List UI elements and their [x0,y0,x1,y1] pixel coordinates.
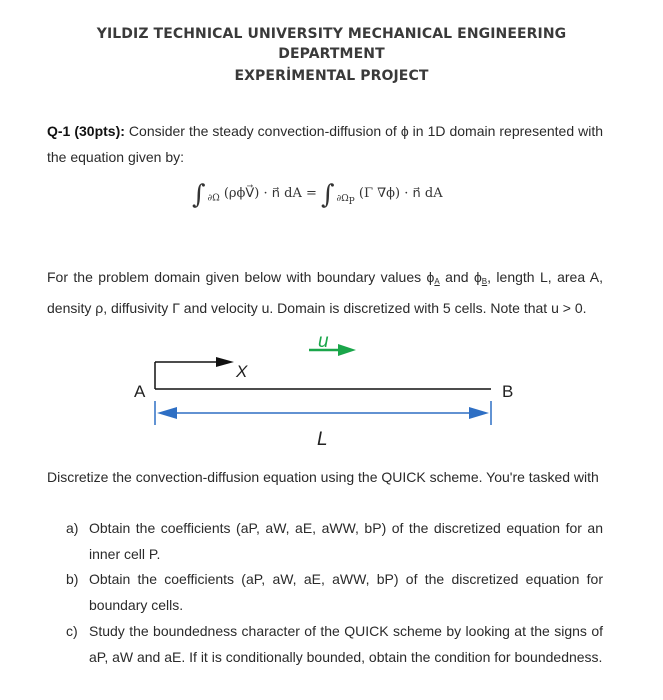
header-project: EXPERİMENTAL PROJECT [234,68,429,84]
item-label: c) [66,623,78,639]
x-axis-arrow-head [216,357,234,367]
rhs-domain: ∂ΩP [336,193,355,207]
equation-lhs: (ρϕV⃗) · n⃗ dA = [223,186,317,201]
task-intro: Discretize the convection-diffusion equation using the QUICK scheme. You're tasked with [47,469,599,485]
velocity-label: u [318,331,329,352]
coefficients: aP, aW, aE, aWW, bP [245,571,394,587]
header-university: YILDIZ TECHNICAL UNIVERSITY MECHANICAL ENGINEERING [96,26,567,42]
governing-equation [192,180,443,210]
question-text: Consider the steady convection-diffusion of ϕ in 1D domain represented with the equation given by: [47,123,603,165]
coefficients: aP, aW and aE [89,649,182,665]
length-label: L [317,429,328,450]
x-label: X [236,362,248,381]
equation-rhs: (Γ ∇ϕ) · n⃗ dA [358,186,443,201]
question-intro [47,118,603,170]
domain-diagram [0,325,663,455]
boundary-a-label: A [134,382,146,401]
integral-sign-rhs: ∫ [321,180,335,210]
dimension-arrow-left [157,407,177,419]
list-item: c) Study the boundedness character of the QUICK scheme by looking at the signs of aP, aW and aE. If it is conditionally bounded, obtain the condition for boundedness. [66,618,603,670]
boundary-b-label: B [502,382,514,401]
dimension-arrow-right [469,407,489,419]
phi-b: $\phi_B$ [473,269,488,286]
header-department: DEPARTMENT [278,46,385,62]
velocity-arrow-head [338,344,356,356]
list-item: a) Obtain the coefficients (aP, aW, aE, aWW, bP) of the discretized equation for an inner cell P. [66,515,603,567]
coefficients: aP, aW, aE, aWW, bP [240,520,382,536]
phi-a: $\phi_A$ [426,269,440,286]
integral-sign-lhs: ∫ [192,180,206,210]
question-label: Q-1 (30pts): [47,123,125,139]
lhs-domain: ∂Ω [207,193,220,204]
problem-description: For the problem domain given below with boundary values $\phi_A$ and $\phi_B$, length L, area A, density ρ, diffusivity Γ and velocity u. Domain is discretized with 5 cells. Note that u > 0. [47,269,603,316]
list-item: b) Obtain the coefficients (aP, aW, aE, aWW, bP) of the discretized equation for boundary cells. [66,566,603,618]
item-label: a) [66,520,79,536]
item-label: b) [66,571,79,587]
